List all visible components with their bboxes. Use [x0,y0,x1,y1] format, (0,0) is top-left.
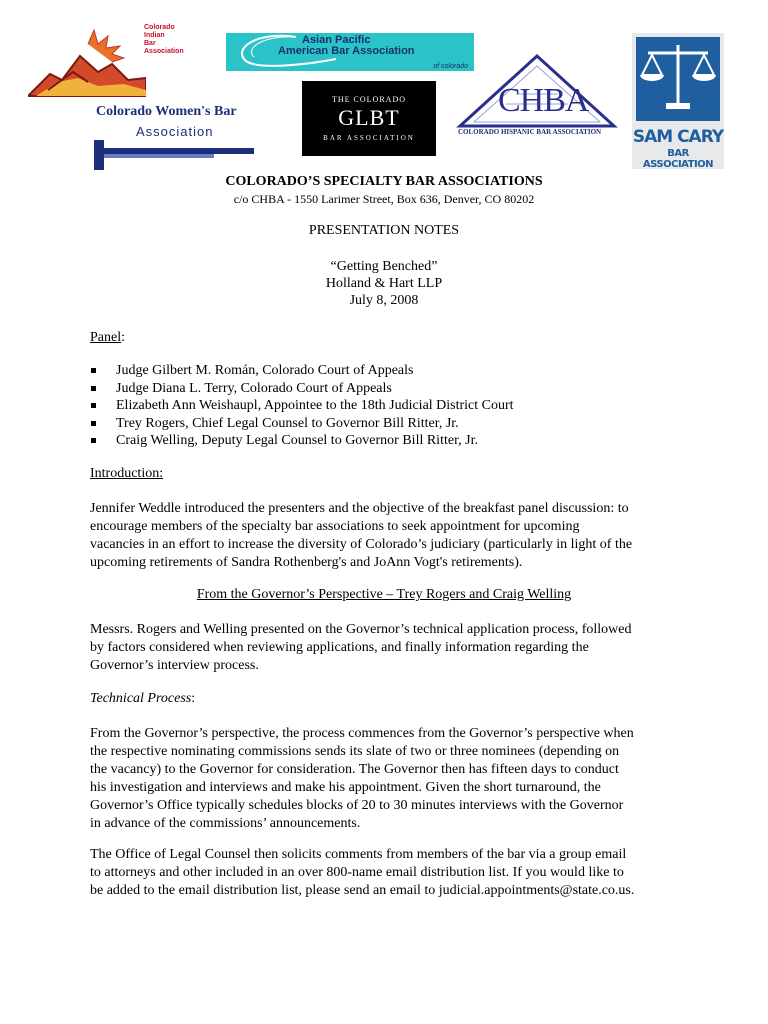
panel-member: Trey Rogers, Chief Legal Counsel to Governor Bill Ritter, Jr. [90,415,690,433]
glbt-line3: BAR ASSOCIATION [323,134,415,142]
panel-list-block [90,362,690,450]
introduction-heading: Introduction: [90,466,164,481]
colorado-glbt-bar-logo [302,81,436,156]
sam-cary-bar-logo [632,33,724,169]
cwba-line1: Colorado Women's Bar [96,104,237,119]
technical-process-paragraph: From the Governor’s perspective, the process commences from the Governor’s perspective when the respective nominating commissions sends its slate of two or three nominees (depending on the vacancy) to the Governor for consideration. The Governor then has fifteen days to conduct his investigation and interviews and make his appointment. Given the short turnaround, the Governor’s Office typically schedules blocks of 20 to 30 minutes interviews with the Governor in advance of the commissions’ announcements. [90,726,634,831]
event-block [0,258,768,309]
cwba-line2: Association [136,124,214,139]
panel-member: Elizabeth Ann Weishaupl, Appointee to the 18th Judicial District Court [90,397,690,415]
mountain-sun-icon [28,20,146,100]
apaba-line3: of colorado [433,63,468,70]
event-date: July 8, 2008 [349,293,419,308]
panel-member: Judge Gilbert M. Román, Colorado Court of Appeals [90,362,690,380]
apaba-line2: American Bar Association [278,45,415,57]
samcary-line1: SAM CARY [632,127,724,147]
technical-process-heading: Technical Process: [90,691,196,706]
samcary-line2: BAR ASSOCIATION [642,148,714,170]
colorado-indian-bar-logo [28,20,198,100]
event-host: Holland & Hart LLP [325,276,443,291]
apaba-line1: Asian Pacific [302,34,371,46]
colorado-hispanic-bar-logo [456,54,618,140]
governor-section-heading: From the Governor’s Perspective – Trey Rogers and Craig Welling [196,587,572,602]
scales-of-justice-icon [632,33,724,125]
document-title: COLORADO’S SPECIALTY BAR ASSOCIATIONS [225,174,543,189]
legal-counsel-paragraph: The Office of Legal Counsel then solicits comments from members of the bar via a group email to attorneys and other included in an over 800-name email distribution list. If you would like to be added to the email distribution list, please send an email to judicial.appointments@state.co.us. [90,847,635,898]
asian-pacific-bar-logo [226,33,474,71]
panel-member: Craig Welling, Deputy Legal Counsel to Governor Bill Ritter, Jr. [90,432,690,450]
indian-bar-name: Colorado Indian Bar Association [144,24,184,55]
event-title: “Getting Benched” [330,259,438,274]
glbt-line1: THE COLORADO [332,95,406,104]
panel-member: Judge Diana L. Terry, Colorado Court of Appeals [90,380,690,398]
governor-intro-paragraph: Messrs. Rogers and Welling presented on the Governor’s technical application process, followed by factors considered when reviewing applications, and finally information regarding the Governor’s interview process. [90,622,632,673]
panel-list [90,362,690,450]
glbt-line2: GLBT [338,105,400,130]
panel-heading: Panel: [90,330,125,345]
colorado-womens-bar-logo [94,104,260,176]
introduction-paragraph: Jennifer Weddle introduced the presenters and the objective of the breakfast panel discussion: to encourage members of the specialty bar associations to seek appointment for upcoming vacancies in an effort to increase the diversity of Colorado’s judiciary (particularly in light of the upcoming retirements of Sandra Rothenberg's and JoAnn Vogt's retirements). [90,501,633,570]
chba-name: CHBA [498,82,589,119]
notes-title: PRESENTATION NOTES [308,223,460,238]
chba-subtitle: COLORADO HISPANIC BAR ASSOCIATION [458,128,602,136]
address-line: c/o CHBA - 1550 Larimer Street, Box 636, Denver, CO 80202 [233,192,535,206]
gavel-icon [94,136,260,176]
